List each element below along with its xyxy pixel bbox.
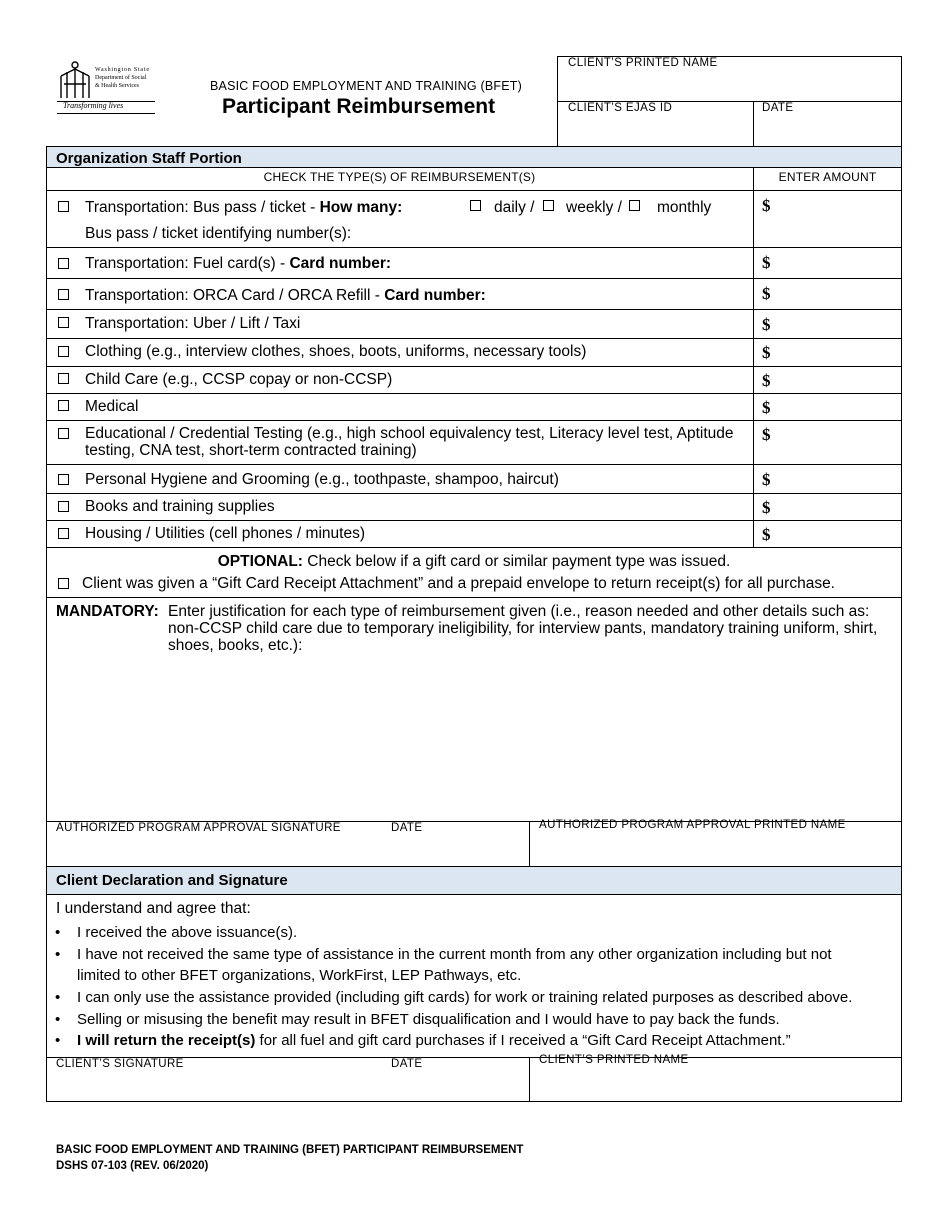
- uber-amount[interactable]: $: [762, 315, 771, 334]
- orca-card-checkbox[interactable]: [58, 289, 69, 300]
- fuel-card-label: Transportation: Fuel card(s) - Card number:: [85, 255, 392, 272]
- page-title: Participant Reimbursement: [222, 95, 496, 118]
- clothing-checkbox[interactable]: [58, 346, 69, 357]
- bus-pass-number-label: Bus pass / ticket identifying number(s):: [85, 225, 352, 242]
- hygiene-checkbox[interactable]: [58, 474, 69, 485]
- optional-heading: OPTIONAL: Check below if a gift card or similar payment type was issued.: [217, 553, 731, 570]
- client-printed-name-label: CLIENT’S PRINTED NAME: [568, 57, 718, 69]
- dshs-logo-icon: [57, 60, 93, 100]
- uber-label: Transportation: Uber / Lift / Taxi: [85, 315, 301, 332]
- mandatory-text: Enter justification for each type of reimbursement given (i.e., reason needed and other details such as: non-CCSP child care due to temporary ineligibility, for interview pants, mandatory training uniform, shirt, shoes, books, etc.):: [168, 603, 878, 654]
- client-signature-date-label: DATE: [391, 1058, 423, 1070]
- declaration-bullet-1: • I received the above issuance(s).: [55, 924, 298, 941]
- medical-label: Medical: [85, 398, 139, 415]
- client-signature-label: CLIENT’S SIGNATURE: [56, 1058, 184, 1070]
- hygiene-label: Personal Hygiene and Grooming (e.g., toothpaste, shampoo, haircut): [85, 471, 559, 488]
- footer-form-title: BASIC FOOD EMPLOYMENT AND TRAINING (BFET) PARTICIPANT REIMBURSEMENT: [56, 1144, 524, 1156]
- daily-label: daily /: [494, 199, 535, 216]
- bus-pass-amount[interactable]: $: [762, 196, 771, 215]
- medical-amount[interactable]: $: [762, 398, 771, 417]
- books-label: Books and training supplies: [85, 498, 275, 515]
- declaration-bullet-2: • I have not received the same type of assistance in the current month from any other organization including but not limited to other BFET organizations, WorkFirst, LEP Pathways, etc.: [55, 946, 832, 984]
- client-signature-field[interactable]: [47, 1058, 529, 1101]
- hygiene-amount[interactable]: $: [762, 470, 771, 489]
- approval-date-label: DATE: [391, 822, 423, 834]
- books-checkbox[interactable]: [58, 501, 69, 512]
- housing-amount[interactable]: $: [762, 525, 771, 544]
- bus-pass-label: Transportation: Bus pass / ticket - How many:: [85, 199, 403, 216]
- approval-printed-name-field[interactable]: [530, 819, 901, 866]
- daily-checkbox[interactable]: [470, 200, 481, 211]
- approval-signature-label: AUTHORIZED PROGRAM APPROVAL SIGNATURE: [56, 822, 341, 834]
- medical-checkbox[interactable]: [58, 400, 69, 411]
- footer-form-number: DSHS 07-103 (REV. 06/2020): [56, 1160, 209, 1172]
- declaration-bullet-5: • I will return the receipt(s) for all fuel and gift card purchases if I received a “Gift Card Receipt Attachment.”: [55, 1032, 791, 1049]
- fuel-card-amount[interactable]: $: [762, 253, 771, 272]
- logo-line-2: Department of Social: [95, 75, 147, 81]
- monthly-label: monthly: [657, 199, 712, 216]
- program-name: BASIC FOOD EMPLOYMENT AND TRAINING (BFET): [210, 79, 522, 93]
- header-date-label: DATE: [762, 102, 794, 114]
- childcare-checkbox[interactable]: [58, 373, 69, 384]
- check-type-header: CHECK THE TYPE(S) OF REIMBURSEMENT(S): [263, 170, 536, 184]
- clothing-label: Clothing (e.g., interview clothes, shoes, boots, uniforms, necessary tools): [85, 343, 587, 360]
- client-intro: I understand and agree that:: [56, 900, 251, 917]
- client-ejas-id-label: CLIENT’S EJAS ID: [568, 102, 673, 114]
- bus-pass-checkbox[interactable]: [58, 201, 69, 212]
- client-ejas-id-field[interactable]: [558, 102, 753, 146]
- approval-signature-field[interactable]: [47, 822, 529, 866]
- gift-card-label: Client was given a “Gift Card Receipt Attachment” and a prepaid envelope to return receipt(s) for all purchase.: [82, 575, 835, 592]
- declaration-bullet-4: • Selling or misusing the benefit may result in BFET disqualification and I would have to pay back the funds.: [55, 1011, 780, 1028]
- dshs-logo: [57, 58, 157, 114]
- staff-section-title: Organization Staff Portion: [46, 146, 902, 168]
- books-amount[interactable]: $: [762, 498, 771, 517]
- orca-card-label: Transportation: ORCA Card / ORCA Refill - Card number:: [85, 287, 486, 304]
- logo-line-1: Washington State: [95, 67, 150, 73]
- uber-checkbox[interactable]: [58, 317, 69, 328]
- client-printed-name-field[interactable]: [558, 57, 901, 101]
- childcare-label: Child Care (e.g., CCSP copay or non-CCSP): [85, 371, 393, 388]
- clothing-amount[interactable]: $: [762, 343, 771, 362]
- mandatory-heading: MANDATORY:: [56, 603, 159, 620]
- housing-label: Housing / Utilities (cell phones / minutes): [85, 525, 365, 542]
- weekly-checkbox[interactable]: [543, 200, 554, 211]
- header-date-field[interactable]: [754, 102, 901, 146]
- logo-line-3: & Health Services: [95, 83, 139, 89]
- fuel-card-checkbox[interactable]: [58, 258, 69, 269]
- childcare-amount[interactable]: $: [762, 371, 771, 390]
- education-amount[interactable]: $: [762, 425, 771, 444]
- approval-printed-name-label: AUTHORIZED PROGRAM APPROVAL PRINTED NAME: [539, 819, 846, 831]
- enter-amount-header: ENTER AMOUNT: [778, 170, 877, 184]
- housing-checkbox[interactable]: [58, 528, 69, 539]
- education-checkbox[interactable]: [58, 428, 69, 439]
- logo-tagline: Transforming lives: [63, 101, 124, 110]
- monthly-checkbox[interactable]: [629, 200, 640, 211]
- education-label: Educational / Credential Testing (e.g., high school equivalency test, Literacy level test, Aptitude testing, CNA test, short-term contracted training): [85, 425, 734, 459]
- client-bottom-printed-name-field[interactable]: [530, 1054, 901, 1101]
- gift-card-checkbox[interactable]: [58, 578, 69, 589]
- client-section-title: Client Declaration and Signature: [46, 866, 902, 895]
- declaration-bullet-3: • I can only use the assistance provided (including gift cards) for work or training related purposes as described above.: [55, 989, 853, 1006]
- client-bottom-printed-name-label: CLIENT’S PRINTED NAME: [539, 1054, 689, 1066]
- orca-card-amount[interactable]: $: [762, 284, 771, 303]
- weekly-label: weekly /: [566, 199, 622, 216]
